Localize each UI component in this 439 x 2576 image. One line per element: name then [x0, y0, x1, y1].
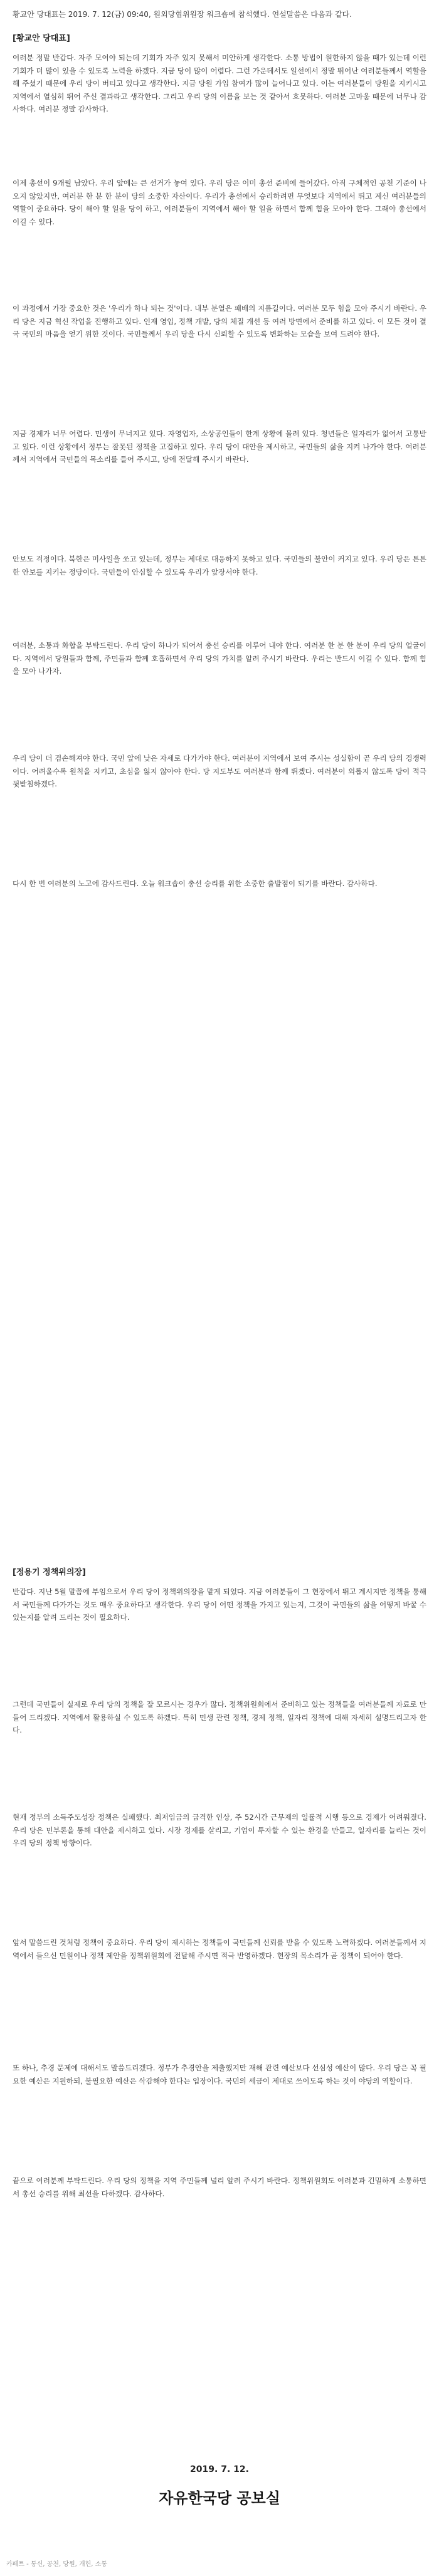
issuing-office: 자유한국당 공보실 — [159, 2489, 280, 2507]
paragraph: 우리 당이 더 겸손해져야 한다. 국민 앞에 낮은 자세로 다가가야 한다. 여러분이 지역에서 보여 주시는 성실함이 곧 우리 당의 경쟁력이다. 어려울수록 원칙을 지키고, 초심을 잃지 않아야 한다. 당 지도부도 여러분과 함께 뛰겠다. 여러분이 외롭지 않도록 당이 적극 뒷받침하겠다. — [13, 754, 426, 788]
paragraph: 다시 한 번 여러분의 노고에 감사드린다. 오늘 워크숍이 총선 승리를 위한 소중한 출발점이 되기를 바란다. 감사하다. — [13, 879, 378, 888]
paragraph: 또 하나, 추경 문제에 대해서도 말씀드리겠다. 정부가 추경안을 제출했지만 재해 관련 예산보다 선심성 예산이 많다. 우리 당은 꼭 필요한 예산은 지원하되, 불필요한 예산은 삭감해야 한다는 입장이다. 국민의 세금이 제대로 쓰이도록 하는 것이 야당의 역할이다. — [13, 2063, 426, 2085]
paragraph: 지금 경제가 너무 어렵다. 민생이 무너지고 있다. 자영업자, 소상공인들이 한계 상황에 몰려 있다. 청년들은 일자리가 없어서 고통받고 있다. 이런 상황에서 정부는 잘못된 정책을 고집하고 있다. 우리 당이 대안을 제시하고, 국민들의 삶을 지켜 나가야 한다. 여러분께서 지역에서 국민들의 목소리를 들어 주시고, 당에 전달해 주시기 바란다. — [13, 429, 426, 464]
release-date: 2019. 7. 12. — [190, 2464, 249, 2474]
paragraph: 끝으로 여러분께 부탁드린다. 우리 당의 정책을 지역 주민들께 널리 알려 주시기 바란다. 정책위원회도 여러분과 긴밀하게 소통하면서 총선 승리를 위해 최선을 다하겠다. 감사하다. — [13, 2176, 426, 2198]
paragraph: 그런데 국민들이 실제로 우리 당의 정책을 잘 모르시는 경우가 많다. 정책위원회에서 준비하고 있는 정책들을 여러분들께 자료로 만들어 드리겠다. 지역에서 활용하실 수 있도록 하겠다. 특히 민생 관련 정책, 경제 정책, 일자리 정책에 대해 자세히 설명드리고자 한다. — [13, 1700, 426, 1734]
section-policy-chief — [13, 1567, 426, 2251]
paragraph: 안보도 걱정이다. 북한은 미사일을 쏘고 있는데, 정부는 제대로 대응하지 못하고 있다. 국민들의 불안이 커지고 있다. 우리 당은 튼튼한 안보를 지키는 정당이다. 국민들이 안심할 수 있도록 우리가 앞장서야 한다. — [13, 555, 426, 576]
source-tags: 카페트 - 통신, 공천, 당원, 개헌, 소통 — [6, 2561, 107, 2568]
paragraph: 앞서 말씀드린 것처럼 정책이 중요하다. 우리 당이 제시하는 정책들이 국민들께 신뢰를 받을 수 있도록 노력하겠다. 여러분들께서 지역에서 들으신 민원이나 정책 제안을 정책위원회에 전달해 주시면 적극 반영하겠다. 현장의 목소리가 곧 정책이 되어야 한다. — [13, 1938, 426, 1960]
paragraph: 현재 정부의 소득주도성장 정책은 실패했다. 최저임금의 급격한 인상, 주 52시간 근무제의 일률적 시행 등으로 경제가 어려워졌다. 우리 당은 민부론을 통해 대안을 제시하고 있다. 시장 경제를 살리고, 기업이 투자할 수 있는 환경을 만들고, 일자리를 늘리는 것이 우리 당의 정책 방향이다. — [13, 1813, 426, 1847]
paragraph: 이 과정에서 가장 중요한 것은 '우리가 하나 되는 것'이다. 내부 분열은 패배의 지름길이다. 여러분 모두 힘을 모아 주시기 바란다. 우리 당은 지금 혁신 작업을 진행하고 있다. 인재 영입, 정책 개발, 당의 체질 개선 등 여러 방면에서 준비를 하고 있다. 이 모든 것이 결국 국민의 마음을 얻기 위한 것이다. 국민들께서 우리 당을 다시 신뢰할 수 있도록 변화하는 모습을 보여 드려야 한다. — [13, 304, 426, 338]
paragraph: 반갑다. 지난 5월 말쯤에 부임으로서 우리 당이 정책위의장을 맡게 되었다. 지금 여러분들이 그 현장에서 뛰고 계시지만 정책을 통해서 국민들께 다가가는 것도 매우 중요하다고 생각한다. 우리 당이 어떤 정책을 가지고 있는지, 그것이 국민들의 삶을 어떻게 바꿀 수 있는지를 알려 드리는 것이 필요하다. — [13, 1587, 426, 1622]
paragraph: 이제 총선이 9개월 남았다. 우리 앞에는 큰 선거가 놓여 있다. 우리 당은 이미 총선 준비에 들어갔다. 아직 구체적인 공천 기준이 나오지 않았지만, 여러분 한 분 한 분이 당의 소중한 자산이다. 우리가 총선에서 승리하려면 무엇보다 지역에서 뛰고 계신 여러분들의 역할이 중요하다. 당이 해야 할 일을 당이 하고, 여러분들이 지역에서 해야 할 일을 하면서 함께 힘을 모아야 한다. 그래야 총선에서 이길 수 있다. — [13, 179, 426, 226]
section-party-leader — [13, 33, 426, 929]
section-title: [정용기 정책위의장] — [13, 1568, 86, 1577]
section-title: [황교안 당대표] — [13, 34, 70, 43]
paragraph: 여러분, 소통과 화합을 부탁드린다. 우리 당이 하나가 되어서 총선 승리를 이루어 내야 한다. 여러분 한 분 한 분이 우리 당의 얼굴이다. 지역에서 당원들과 함께, 주민들과 함께 호흡하면서 우리 당의 가치를 알려 주시기 바란다. 우리는 반드시 이길 수 있다. 함께 힘을 모아 나가자. — [13, 641, 426, 675]
press-release-header: 황교안 당대표는 2019. 7. 12(금) 09:40, 원외당협위원장 워크숍에 참석했다. 연설말씀은 다음과 같다. — [13, 10, 352, 19]
paragraph: 여러분 정말 반갑다. 자주 모여야 되는데 기회가 자주 있지 못해서 미안하게 생각한다. 소통 방법이 원한하지 않을 때가 있는데 이런 기회가 더 많이 있을 수 있도록 노력을 하겠다. 지금 당이 많이 어렵다. 그런 가운데서도 일선에서 정말 뛰어난 여러분들께서 역할을 해 주셨기 때문에 우리 당이 버티고 있다고 생각한다. 지금 당원 가입 참여가 많이 늘어나고 있다. 이는 여러분들이 당원을 지키시고 지역에서 열심히 뛰어 주신 결과라고 생각한다. 그리고 우리 당의 이름을 보는 것 같아서 흐뭇하다. 여러분 고마움 때문에 너무나 감사하다. 여러분 정말 감사하다. — [13, 53, 426, 113]
